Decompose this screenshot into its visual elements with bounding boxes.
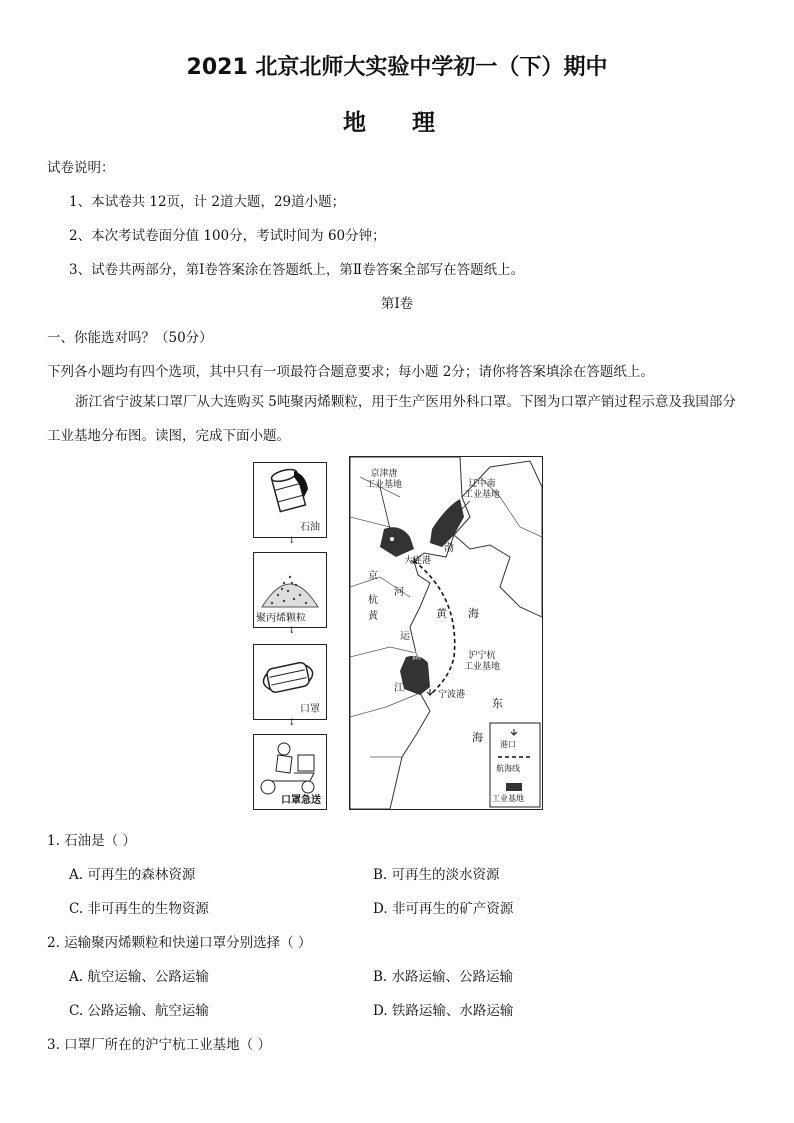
map-label-huninghang: 沪宁杭 工业基地 [464,651,501,672]
map-label-yun: 运 [400,631,410,642]
question-stem: 3. 口罩厂所在的沪宁杭工业基地（ ） [47,1037,271,1053]
legend-port: 港口 [500,740,516,749]
map-label-dong: 东 [492,697,503,710]
map-label-he: 河 [394,587,404,598]
flow-box-oil [253,462,327,538]
instruction-item: 3、试卷共两部分，第Ⅰ卷答案涂在答题纸上，第Ⅱ卷答案全部写在答题纸上。 [69,262,525,278]
instructions-heading: 试卷说明： [47,160,115,176]
map-label-jing: 京 [368,571,378,582]
granules-pile-icon [254,553,326,613]
option-d: D. 非可再生的矿产资源 [373,901,514,917]
legend-industrial-base: 工业基地 [492,794,524,803]
option-b: B. 可再生的淡水资源 [373,867,500,883]
option-d: D. 铁路运输、水路运输 [373,1003,514,1019]
flow-arrow: ↓ [288,536,296,546]
flow-label: 石油 [300,522,320,533]
map-graphic [350,457,542,809]
question-stem: 1. 石油是（ ） [47,833,136,849]
map-label-sea: 海 [468,607,479,620]
map-label-hu: 湖 [412,652,422,662]
passage: 浙江省宁波某口罩厂从大连购买 5吨聚丙烯颗粒，用于生产医用外科口罩。下图为口罩产销过程示意及我国部分工业基地分布图。读图，完成下面小题。 [47,394,736,444]
flow-label: 口罩急送 [281,795,321,806]
option-b: B. 水路运输、公路运输 [373,969,514,985]
instruction-item: 1、本试卷共 12页，计 2道大题，29道小题； [69,194,346,210]
option-a: A. 航空运输、公路运输 [69,969,209,985]
flow-label: 聚丙烯颗粒 [256,613,306,624]
option-c: C. 公路运输、航空运输 [69,1003,209,1019]
map-label-ningbo: 宁波港 [438,690,466,700]
map-label-hai: 海 [472,731,483,744]
map-label-dalian: 大连港 [404,556,432,566]
map-label-jingjintang: 京津唐 工业基地 [366,469,403,490]
flow-arrow: ↓ [288,626,296,636]
flow-box-delivery [253,734,327,810]
flow-arrow: ↓ [288,718,296,728]
map-label-bo: 渤 [444,543,454,554]
subject-title: 地理 [343,110,481,136]
map-label-liaozhongnan: 辽中南 工业基地 [464,479,501,500]
instruction-item: 2、本次考试卷面分值 100分，考试时间为 60分钟； [69,228,386,244]
china-east-map [349,456,543,810]
flow-label: 口罩 [300,704,320,715]
section-heading: 一、你能选对吗？（50分） [47,330,213,346]
map-label-jiang: 江 [394,683,404,694]
legend-route: 航海线 [496,764,520,773]
map-label-huang-sea: 黄 [436,607,447,620]
mask-icon [254,645,326,705]
courier-scooter-icon [254,735,326,797]
flow-box-polypropylene [253,552,327,628]
option-a: A. 可再生的森林资源 [69,867,196,883]
figure [253,456,543,812]
part-label: 第Ⅰ卷 [380,296,414,312]
question-stem: 2. 运输聚丙烯颗粒和快递口罩分别选择（ ） [47,935,312,951]
flow-box-mask [253,644,327,720]
option-c: C. 非可再生的生物资源 [69,901,209,917]
section-direction: 下列各小题均有四个选项，其中只有一项最符合题意要求；每小题 2分；请你将答案填涂在答题纸上。 [47,364,654,380]
exam-title: 2021 北京北师大实验中学初一（下）期中 [186,55,608,80]
map-label-huang-river: 黄 [368,611,378,622]
map-label-beijing: 北京 [358,532,377,542]
map-label-hang: 杭 [368,595,378,606]
